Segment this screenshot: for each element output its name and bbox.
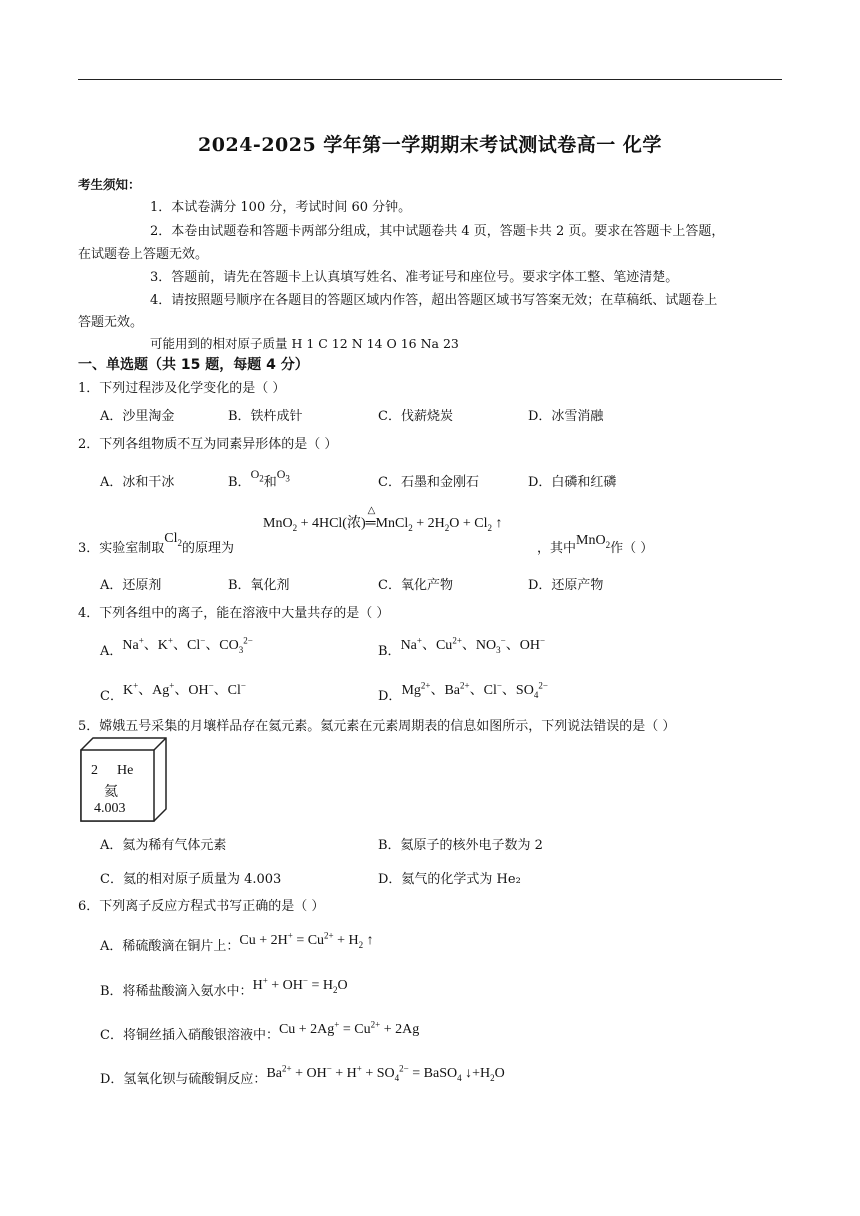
q5-option-d: D．氦气的化学式为 He₂	[378, 872, 521, 887]
helium-name: 氦	[104, 784, 118, 800]
q3-stem-tail: ，其中MnO$_2$作（ ）	[537, 533, 654, 556]
notice-item-3: 3．答题前，请先在答题卡上认真填写姓名、准考证号和座位号。要求字体工整、笔迹清楚。	[150, 270, 679, 285]
notice-item-4: 4．请按照题号顺序在各题目的答题区域内作答，超出答题区域书写答案无效；在草稿纸、试题卷上	[150, 293, 718, 308]
helium-mass: 4.003	[94, 801, 126, 816]
q2-option-b: B．$O_2$和$O_3$	[228, 467, 290, 490]
q1-option-b: B．铁杵成针	[228, 409, 303, 424]
q4-option-b: B．Na+、$Cu^{2+}$、$NO_3^-$、OH−	[378, 635, 546, 659]
q6-option-b: B．将稀盐酸滴入氨水中：$H^+ + OH^- = H_2O$	[100, 975, 348, 999]
q4-option-c: C．K+、Ag+、OH−、Cl−	[100, 680, 246, 704]
q5-option-b: B．氦原子的核外电子数为 2	[378, 838, 543, 853]
q3-equation: MnO$_2$ + 4HCl(浓) △ ═MnCl$_2$ + $2H_2O + Cl_2$ ↑	[263, 505, 503, 533]
notice-item-2: 2．本卷由试题卷和答题卡两部分组成，其中试题卷共 4 页，答题卡共 2 页。要求在答题卡上答题，	[150, 224, 725, 239]
notice-heading: 考生须知：	[78, 177, 141, 192]
q3-option-c: C．氧化产物	[378, 578, 453, 593]
q3-option-d: D．还原产物	[528, 578, 604, 593]
q1-stem: 1．下列过程涉及化学变化的是（ ）	[78, 381, 286, 396]
q5-stem: 5．嫦娥五号采集的月壤样品存在氦元素。氦元素在元素周期表的信息如图所示，下列说法错误的是（ ）	[78, 719, 676, 734]
page-title: 2024-2025 学年第一学期期末考试测试卷高一 化学	[198, 134, 662, 156]
q6-option-a: A．稀硫酸滴在铜片上：$Cu + 2H^+ = Cu^{2+} + H_2$ ↑	[100, 930, 374, 954]
q4-stem: 4．下列各组中的离子，能在溶液中大量共存的是（ ）	[78, 606, 390, 621]
q3-option-b: B．氧化剂	[228, 578, 290, 593]
q2-option-a: A．冰和干冰	[100, 475, 175, 490]
q3-option-a: A．还原剂	[100, 578, 162, 593]
q6-stem: 6．下列离子反应方程式书写正确的是（ ）	[78, 899, 325, 914]
q4-option-d: D．$Mg^{2+}$、$Ba^{2+}$、Cl−、$SO_4^{2-}$	[378, 680, 548, 704]
q4-option-a: A．Na+、K+、Cl−、$CO_3^{2-}$	[100, 635, 253, 659]
header-rule	[78, 79, 782, 80]
q1-option-d: D．冰雪消融	[528, 409, 604, 424]
notice-item-2-cont: 在试题卷上答题无效。	[78, 247, 209, 262]
q2-stem: 2．下列各组物质不互为同素异形体的是（ ）	[78, 437, 338, 452]
notice-item-4-cont: 答题无效。	[78, 315, 144, 330]
notice-item-1: 1．本试卷满分 100 分，考试时间 60 分钟。	[150, 200, 412, 215]
helium-number: 2	[91, 763, 98, 778]
q5-option-c: C．氦的相对原子质量为 4.003	[100, 872, 282, 887]
q2-option-c: C．石墨和金刚石	[378, 475, 479, 490]
q6-option-c: C．将铜丝插入硝酸银溶液中：$Cu + 2Ag^+ = Cu^{2+} + 2Ag$	[100, 1019, 420, 1043]
section-heading: 一、单选题（共 15 题，每题 4 分）	[78, 357, 309, 373]
helium-symbol: He	[117, 763, 134, 778]
q6-option-d: D．氢氧化钡与硫酸铜反应：$Ba^{2+} + OH^- + H^+ + SO_4^{2-}$ = BaSO$_4$ $↓+H_2O$	[100, 1063, 505, 1087]
q5-option-a: A．氦为稀有气体元素	[100, 838, 227, 853]
q1-option-c: C．伐薪烧炭	[378, 409, 453, 424]
q2-option-d: D．白磷和红磷	[528, 475, 617, 490]
q3-stem: 3．实验室制取$Cl_2$的原理为	[78, 531, 235, 556]
atomic-masses: 可能用到的相对原子质量 H 1 C 12 N 14 O 16 Na 23	[150, 336, 459, 351]
q1-option-a: A．沙里淘金	[100, 409, 175, 424]
